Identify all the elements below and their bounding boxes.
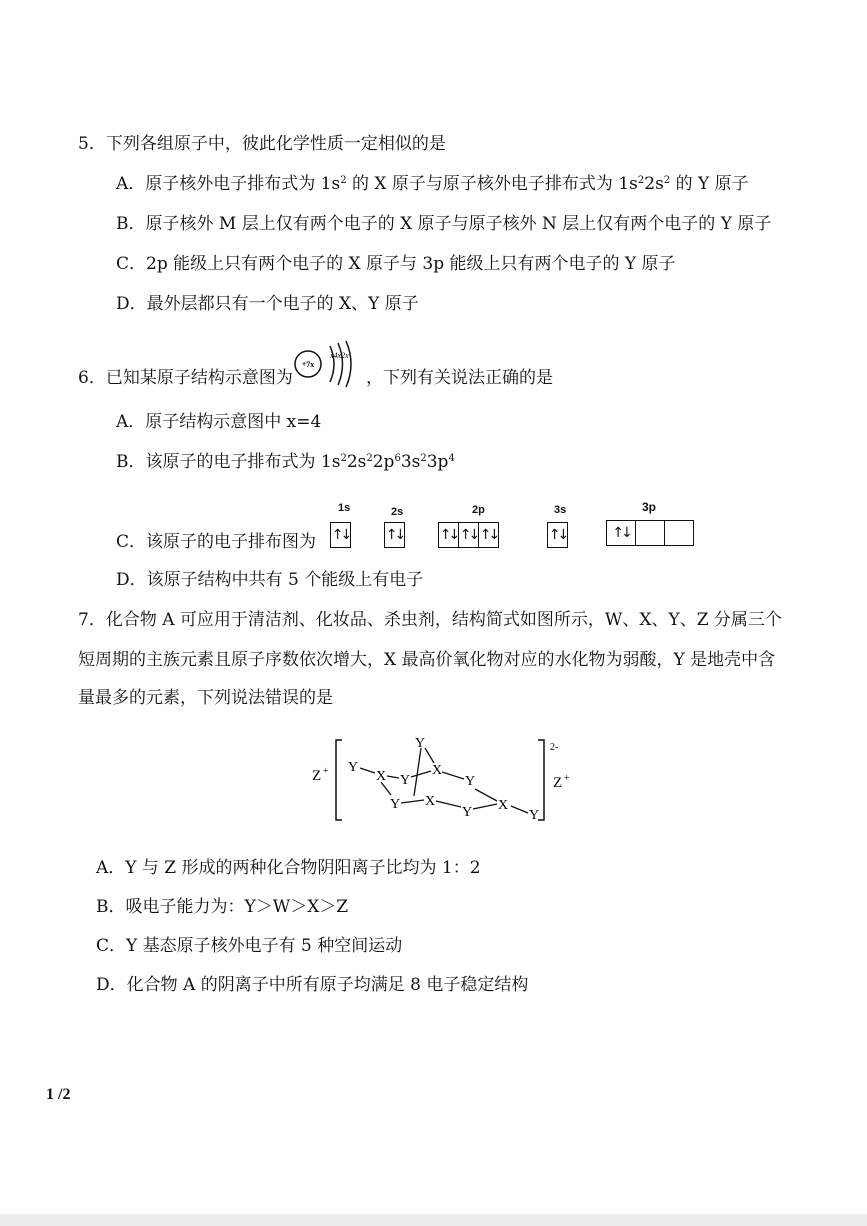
q6-option-b: B．该原子的电子排布式为 $1s^22s^22p^63s^23p^4$	[116, 452, 455, 472]
svg-text:Y: Y	[528, 808, 540, 823]
q6-option-c: C．该原子的电子排布图为	[116, 532, 317, 552]
q5-option-c: C．2p 能级上只有两个电子的 X 原子与 3p 能级上只有两个电子的 Y 原子	[116, 254, 676, 274]
page-number: 1 /2	[46, 1086, 71, 1103]
q7-option-a: A．Y 与 Z 形成的两种化合物阴阳离子比均为 1：2	[96, 858, 481, 878]
orbital-3s	[547, 522, 568, 548]
orbital-label-1s: 1s	[338, 502, 351, 514]
svg-text:Y: Y	[461, 805, 473, 820]
svg-text:Y: Y	[414, 736, 426, 751]
svg-text:X: X	[497, 798, 509, 813]
orbital-label-2p: 2p	[472, 504, 485, 516]
q6-option-d: D．该原子结构中共有 5 个能级上有电子	[116, 570, 424, 590]
page-bottom-edge	[0, 1214, 867, 1226]
q7-stem-line1: 7．化合物 A 可应用于清洁剂、化妆品、杀虫剂，结构简式如图所示，W、X、Y、Z 分属三个	[78, 610, 782, 630]
svg-text:X: X	[424, 794, 436, 809]
q7-stem-line2: 短周期的主族元素且原子序数依次增大，X 最高价氧化物对应的水化物为弱酸，Y 是地壳中含	[78, 650, 776, 670]
orbital-label-2s: 2s	[391, 506, 404, 518]
q6-stem-pre: 6．已知某原子结构示意图为	[78, 368, 293, 388]
orbital-label-3p: 3p	[642, 500, 657, 514]
q5-option-d: D．最外层都只有一个电子的 X、Y 原子	[116, 294, 419, 314]
anion-charge: 2-	[550, 742, 559, 753]
cation-right-charge: +	[564, 773, 570, 784]
orbital-cell: ↑↓	[439, 523, 459, 547]
cation-left-charge: +	[323, 766, 329, 777]
svg-text:Y: Y	[464, 774, 476, 789]
orbital-cell: ↑↓	[479, 527, 498, 543]
cation-left: Z	[312, 768, 322, 784]
orbital-cell	[665, 521, 693, 545]
orbital-1s	[330, 522, 351, 548]
q7-option-d: D．化合物 A 的阴离子中所有原子均满足 8 电子稳定结构	[96, 975, 529, 995]
orbital-cell: ↑↓	[459, 523, 479, 547]
svg-text:X: X	[375, 769, 387, 784]
shell-labels: x4x2x	[330, 351, 349, 360]
cation-right: Z	[553, 775, 563, 791]
atom-labels	[348, 736, 539, 823]
q6-option-a: A．原子结构示意图中 x=4	[116, 412, 322, 432]
svg-text:X: X	[431, 763, 443, 778]
svg-text:Y: Y	[347, 760, 359, 775]
orbital-3p	[606, 520, 694, 546]
orbital-cell: ↑↓	[331, 527, 350, 543]
q5-option-a: A．原子核外电子排布式为 $1s^2$ 的 X 原子与原子核外电子排布式为 $1s^22s^2$ 的 Y 原子	[116, 174, 749, 194]
q6-stem-post: ，下列有关说法正确的是	[366, 368, 553, 388]
nucleus-label: +7x	[301, 360, 315, 369]
orbital-label-3s: 3s	[554, 504, 567, 516]
q5-stem: 5．下列各组原子中，彼此化学性质一定相似的是	[78, 134, 446, 154]
svg-text:Y: Y	[399, 773, 411, 788]
q7-stem-line3: 量最多的元素，下列说法错误的是	[78, 688, 333, 708]
orbital-cell	[636, 521, 665, 545]
q7-option-b: B．吸电子能力为：Y＞W＞X＞Z	[96, 897, 349, 917]
q5-option-b: B．原子核外 M 层上仅有两个电子的 X 原子与原子核外 N 层上仅有两个电子的 Y 原子	[116, 214, 772, 234]
svg-text:Y: Y	[389, 797, 401, 812]
orbital-cell: ↑↓	[548, 527, 567, 543]
orbital-2s	[384, 522, 405, 548]
orbital-cell: ↑↓	[385, 527, 404, 543]
orbital-2p	[438, 522, 499, 548]
orbital-cell: ↑↓	[607, 521, 636, 545]
compound-structure-diagram	[300, 732, 590, 827]
atom-structure-diagram	[292, 340, 372, 388]
q7-option-c: C．Y 基态原子核外电子有 5 种空间运动	[96, 936, 403, 956]
